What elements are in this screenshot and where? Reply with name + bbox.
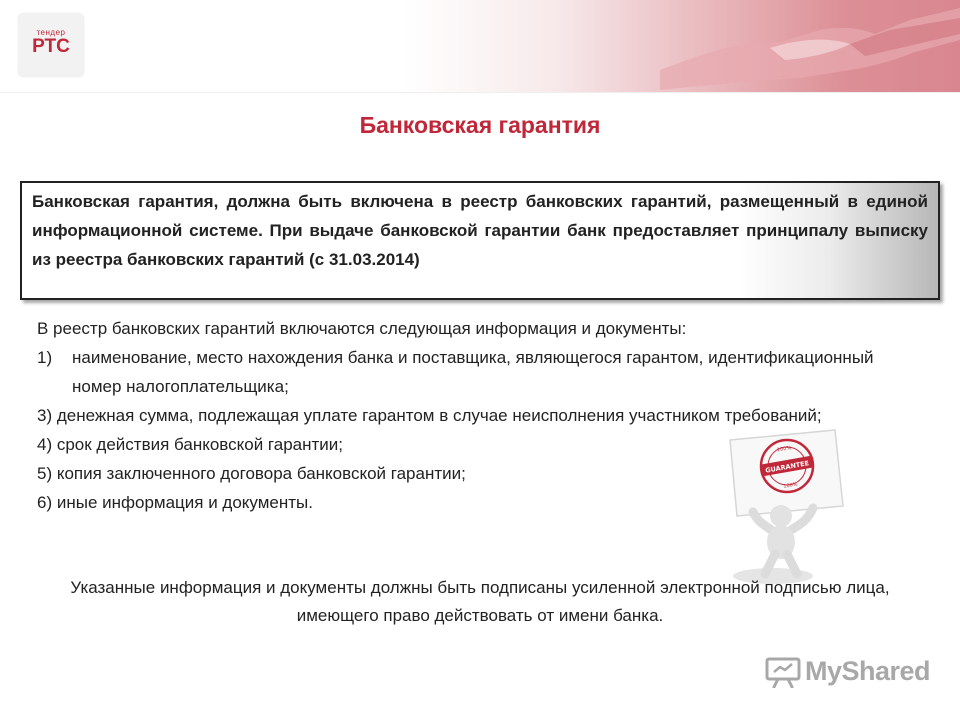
list-item-text: наименование, место нахождения банка и поставщика, являющегося гарантом, идентификационный номер налогоплательщика;: [72, 348, 874, 396]
logo-small-text: тендер: [36, 28, 66, 37]
list-item: 6) иные информация и документы.: [37, 493, 313, 512]
stamp-bottom-label: 100%: [782, 481, 799, 490]
intro-text: В реестр банковских гарантий включаются следующая информация и документы:: [37, 319, 687, 338]
list-item: 4) срок действия банковской гарантии;: [37, 435, 344, 454]
guarantee-figure-icon: [705, 428, 865, 588]
watermark-label: MyShared: [805, 656, 931, 686]
callout-box: [20, 181, 940, 300]
stamp-top-label: 100%: [776, 445, 792, 454]
stamp-label: GUARANTEE: [764, 459, 810, 475]
footer-text: Указанные информация и документы должны быть подписаны усиленной электронной подписью лица, имеющего право действовать от имени банка.: [70, 578, 890, 625]
page-title: Банковская гарантия: [359, 112, 601, 138]
callout-text: Банковская гарантия, должна быть включена в реестр банковских гарантий, размещенный в единой информационной системе. При выдаче банковской гарантии банк предоставляет принципалу выписку из реестра банковских гарантий (с 31.03.2014): [32, 192, 928, 269]
list-item-number: 1): [37, 348, 53, 367]
list-item: 3) денежная сумма, подлежащая уплате гарантом в случае неисполнения участником требований;: [37, 406, 822, 425]
list-item: [37, 343, 927, 401]
presentation-icon: [765, 656, 801, 688]
logo[interactable]: [18, 13, 84, 77]
handshake-icon: [660, 0, 960, 90]
list-item: 5) копия заключенного договора банковской гарантии;: [37, 464, 466, 483]
header-band: [0, 0, 960, 93]
watermark[interactable]: [765, 652, 935, 692]
logo-big-text: РТС: [32, 36, 70, 57]
